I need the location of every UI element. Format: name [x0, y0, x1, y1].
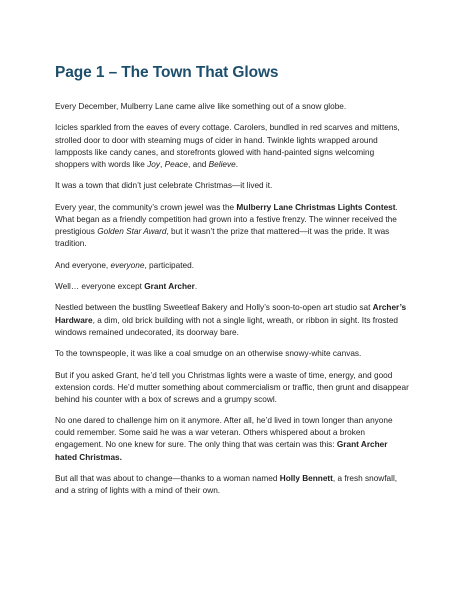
character-name-grant: Grant Archer — [144, 281, 195, 291]
paragraph-except-grant — [55, 281, 409, 293]
paragraph-text: , participated. — [144, 260, 194, 270]
paragraph-holly — [55, 473, 409, 497]
separator-text: , — [160, 159, 165, 169]
punctuation: . — [194, 281, 198, 291]
paragraph-coal-smudge: To the townspeople, it was like a coal smudge on an otherwise snowy-white canvas. — [55, 349, 362, 359]
italic-word-joy: Joy — [147, 159, 161, 169]
paragraph-grant-opinion: But if you asked Grant, he’d tell you Christmas lights were a waste of time, energy, and good extension cords. He’d mutter something about commercialism or traffic, then grunt and disappear behind his counter with a box of screws and a grumpy scowl. — [55, 370, 409, 404]
paragraph-text: And everyone, — [55, 260, 111, 270]
paragraph-text: . What began as a friendly competition had grown into a festive frenzy. The winner received the prestigious — [55, 202, 398, 236]
paragraph-text: Nestled between the bustling Sweetleaf Bakery and Holly’s soon-to-open art studio sat — [55, 303, 373, 313]
paragraph-text: Icicles sparkled from the eaves of every cottage. Carolers, bundled in red scarves and mittens, strolled door to door with steaming mugs of cider in hand. Twinkle lights wrapped around lampposts like candy canes, and storefronts glowed with hand-painted signs welcoming shoppers with words like — [55, 123, 400, 169]
paragraph-hardware-store — [55, 302, 409, 338]
character-name-holly: Holly Bennett — [279, 474, 333, 484]
paragraph-text: , a dim, old brick building with not a single light, wreath, or ribbon in sight. Its frosted windows remained undecorated, its doorway bare. — [55, 315, 399, 337]
shop-name: Archer’s Hardware — [55, 303, 407, 325]
punctuation: . — [235, 159, 239, 169]
paragraph-text: But all that was about to change—thanks to a woman named — [55, 474, 280, 484]
paragraph-text: , a fresh snowfall, and a string of lights with a mind of their own. — [55, 474, 398, 496]
paragraph-snow-globe: Every December, Mulberry Lane came alive like something out of a snow globe. — [55, 102, 347, 111]
paragraph-town-description — [55, 122, 409, 170]
paragraph-text: Every year, the community’s crown jewel was the — [55, 202, 237, 212]
paragraph-rumors — [55, 415, 409, 463]
paragraph-text: No one dared to challenge him on it anymore. After all, he’d lived in town longer than anyone could remember. Some said he was a war veteran. Others whispered about a broken engagement. No one knew for sure. The only thing that was certain was this: — [55, 416, 393, 450]
award-name: Golden Star Award — [97, 226, 167, 236]
page-title: Page 1 – The Town That Glows — [55, 64, 279, 81]
paragraph-celebrate: It was a town that didn’t just celebrate Christmas—it lived it. — [55, 181, 273, 191]
italic-word-believe: Believe — [208, 159, 236, 169]
contest-name: Mulberry Lane Christmas Lights Contest — [236, 202, 396, 212]
paragraph-everyone — [55, 260, 409, 272]
paragraph-contest — [55, 202, 409, 250]
separator-text: , and — [188, 159, 209, 169]
paragraph-text: Well… everyone except — [55, 281, 145, 291]
bold-statement: Grant Archer hated Christmas. — [55, 440, 388, 462]
emphasis-everyone: everyone — [110, 260, 145, 270]
italic-word-peace: Peace — [164, 159, 189, 169]
paragraph-text: , but it wasn’t the prize that mattered—it was the pride. It was tradition. — [55, 226, 390, 249]
